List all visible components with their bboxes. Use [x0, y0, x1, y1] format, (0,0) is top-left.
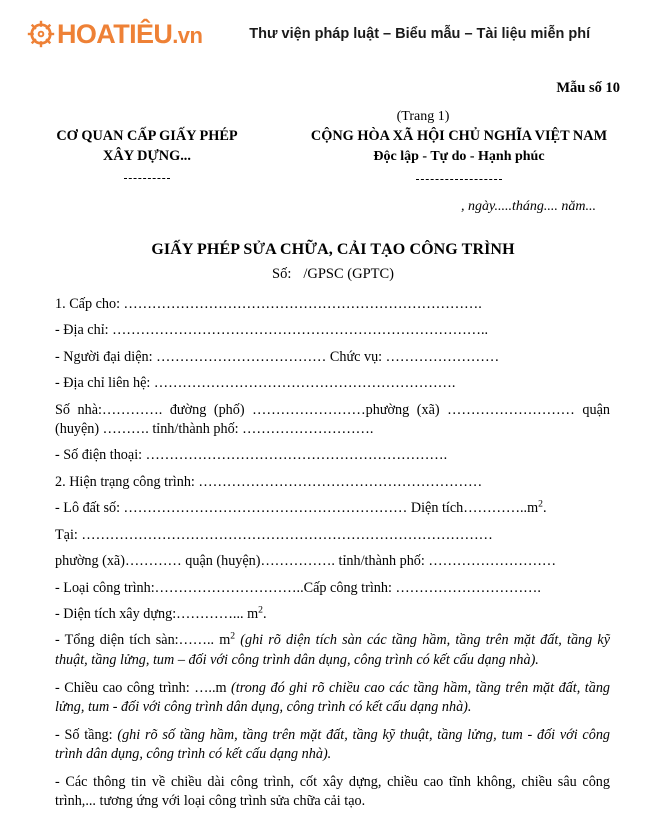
field-hien-trang-cong-trinh: 2. Hiện trạng công trình: …………………………………………………… [55, 473, 483, 490]
paragraph-chieu-cao-head: - Chiều cao công trình: …..m [55, 679, 232, 696]
period: . [542, 500, 547, 517]
field-nguoi-dai-dien: - Người đại diện: ……………………………… Chức vụ: …………………… [55, 348, 500, 365]
document-header-columns [0, 127, 666, 185]
unit-m: m [527, 500, 539, 517]
paragraph-so-tang-note: (ghi rõ số tầng hầm, tầng trên mặt đất, tầng kỹ thuật, tầng lửng, tum - đối với công trình dân dụng, công trình có kết cấu dạng nhà). [55, 726, 611, 762]
field-loai-cong-trinh: - Loại công trình:…………………………..Cấp công trình: …………………………. [55, 579, 541, 596]
paragraph-chieu-cao-note: (trong đó ghi rõ chiều cao các tầng hầm, tầng trên mặt đất, tầng lửng, tum - đối với công trình dân dụng, công trình có kết cấu dạng nhà). [55, 679, 611, 715]
field-so-dien-thoai: - Số điện thoại: ………………………………………………………. [55, 447, 448, 464]
document-sheet [0, 68, 666, 820]
paragraph-so-tang [55, 726, 610, 764]
field-so-nha: Số nhà:…………. đường (phố) ……………………phường (xã) ……………………… quận (huyện) ………. tỉnh/thành phố: ………………………. [55, 401, 610, 437]
paragraph-so-tang-head: - Số tầng: [55, 726, 118, 743]
field-cap-cho: 1. Cấp cho: …………………………………………………………………. [55, 296, 482, 313]
date-line: , ngày.....tháng.... năm... [461, 199, 596, 215]
site-brand-text [57, 18, 203, 49]
document-number-label: Số: [272, 266, 292, 283]
field-dien-tich-xay-dung [55, 605, 610, 623]
national-heading-line2: Độc lập - Tự do - Hạnh phúc [373, 148, 545, 164]
page-label: (Trang 1) [396, 109, 450, 124]
period: . [262, 606, 267, 623]
paragraph-tong-dien-tich-san [55, 631, 610, 669]
brand-tld: .vn [172, 22, 203, 48]
paragraph-tong-dien-tich-note: (ghi rõ diện tích sàn các tầng hầm, tầng trên mặt đất, tầng kỹ thuật, tầng lửng, tum – đối với công trình dân dụng, công trình có kết cấu dạng nhà). [55, 632, 610, 668]
issuing-authority-line1: CƠ QUAN CẤP GIẤY PHÉP [56, 128, 238, 144]
field-lo-dat-so-text: - Lô đất số: …………………………………………………… Diện tích………….. [55, 500, 528, 517]
field-dia-chi: - Địa chỉ: …………………………………………………………………….. [55, 322, 489, 339]
divider-left [124, 178, 170, 179]
paragraph-cac-thong-tin: - Các thông tin về chiều dài công trình, cốt xây dựng, chiều cao tĩnh không, chiều sâu công trình,... tương ứng với loại công trình sửa chữa cải tạo. [55, 773, 610, 809]
national-heading-line1: CỘNG HÒA XÃ HỘI CHỦ NGHĨA VIỆT NAM [310, 128, 608, 144]
document-body [0, 295, 666, 811]
unit-exponent: 2 [538, 498, 543, 510]
field-dia-chi-lien-he: - Địa chỉ liên hệ: ………………………………………………………. [55, 375, 456, 392]
site-tagline: Thư viện pháp luật – Biểu mẫu – Tài liệu miễn phí [249, 26, 591, 42]
field-dien-tich-xay-dung-text: - Diện tích xây dựng:…………... m [55, 606, 259, 623]
paragraph-tong-dien-tich-head: - Tổng diện tích sàn:…….. m [55, 632, 231, 649]
document-title: GIẤY PHÉP SỬA CHỮA, CẢI TẠO CÔNG TRÌNH [151, 241, 515, 259]
site-logo[interactable] [26, 19, 202, 49]
document-number [0, 266, 666, 283]
issuing-authority-block [0, 127, 276, 185]
divider-right [416, 179, 502, 180]
brand-name: HOATIÊU [57, 18, 173, 49]
site-header [0, 0, 666, 68]
paragraph-chieu-cao-cong-trinh [55, 679, 610, 717]
form-code: Mẫu số 10 [556, 80, 620, 96]
issuing-authority-line2: XÂY DỰNG... [103, 147, 191, 164]
unit-exponent: 2 [230, 630, 236, 642]
field-phuong-xa: phường (xã)………… quận (huyện)……………. tỉnh/thành phố: ……………………… [55, 553, 557, 570]
document-number-value: /GPSC (GPTC) [303, 266, 394, 283]
field-tai: Tại: …………………………………………………………………………… [55, 526, 493, 543]
field-lo-dat-so [55, 499, 610, 517]
national-heading-block [276, 127, 666, 185]
ship-wheel-icon [26, 19, 56, 49]
unit-exponent: 2 [258, 604, 263, 616]
